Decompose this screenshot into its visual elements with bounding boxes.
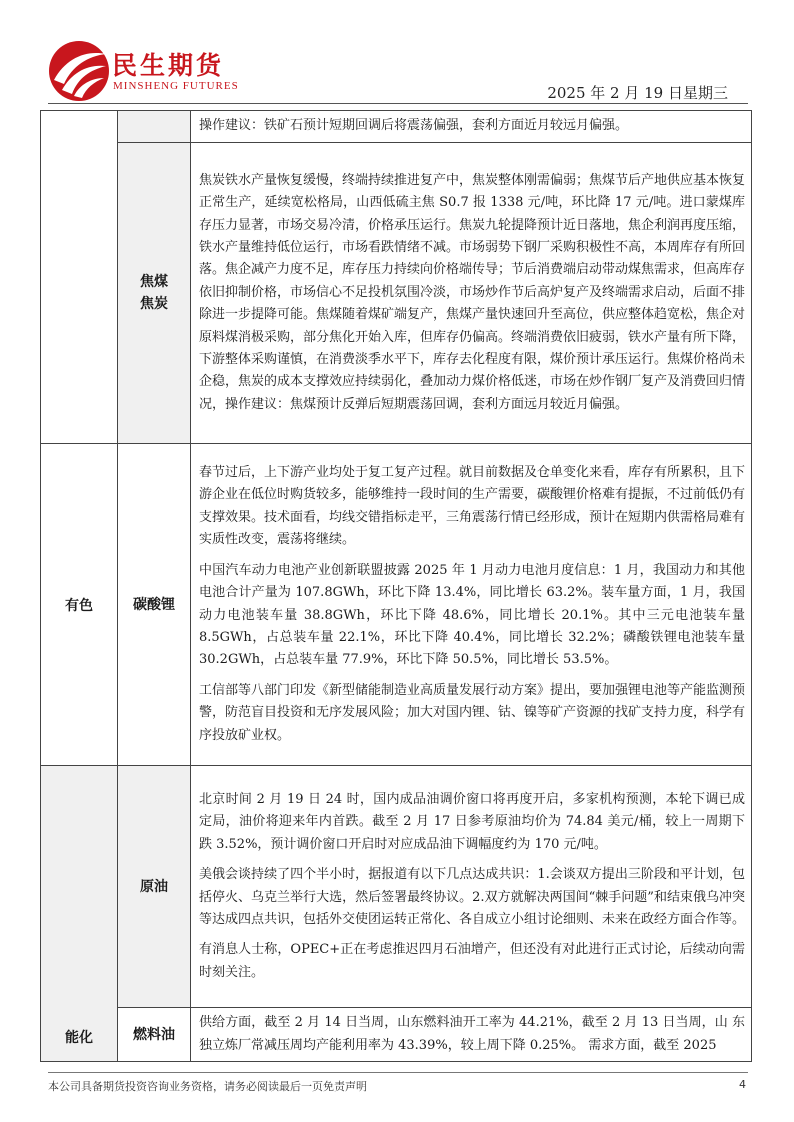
product-cell-coking-coal-coke [118,143,191,444]
sector-label-energy-chemical: 能化 [65,1030,93,1046]
paragraph: 工信部等八部门印发《新型储能制造业高质量发展行动方案》提出，要加强锂电池等产能监测预警，防范盲目投资和无序发展风险；加大对国内锂、钴、镍等矿产资源的找矿支持力度，科学有序投放矿业权。 [199,682,746,743]
minsheng-logo-icon [48,40,110,102]
sector-cell-energy-chemical [41,766,118,1062]
paragraph: 供给方面，截至 2 月 14 日当周，山东燃料油开工率为 44.21%，截至 2 月 13 日当周，山 东独立炼厂常减压周均产能利用率为 43.39%，较上周下降 0.25%。 需求方面，截至 2025 [199,1015,745,1053]
paragraph: 操作建议：铁矿石预计短期回调后将震荡偏强，套利方面近月较远月偏强。 [199,118,629,134]
disclaimer-note: 本公司具备期货投资咨询业务资格，请务必阅读最后一页免责声明 [48,1080,367,1093]
paragraph: 春节过后，上下游产业均处于复工复产过程。就目前数据及仓单变化来看，库存有所累积，且下游企业在低位时购货较多，能够维持一段时间的生产需要，碳酸锂价格难有提振，不过前低仍有支撑效果。技术面看，均线交错指标走平，三角震荡行情已经形成，预计在短期内供需格局难有实质性改变，震荡将继续。 [199,465,746,548]
paragraph: 焦炭铁水产量恢复缓慢，终端持续推进复产中，焦炭整体刚需偏弱；焦煤节后产地供应基本恢复正常生产，延续宽松格局，山西低硫主焦 S0.7 报 1338 元/吨，环比降 17 元/吨。进口蒙煤库存压力显著，市场交易冷清，价格承压运行。焦炭九轮提降预计近日落地，焦企利润再度压缩，铁水产量维持低位运行，市场看跌情绪不减。市场弱势下钢厂采购积极性不高，本周库存有所回落。焦企减产力度不足，库存压力持续向价格端传导；节后消费端启动带动煤焦需求，但高库存依旧抑制价格，市场信心不足投机氛围冷淡，市场炒作节后高炉复产及终端需求启动，后面不排除进一步提降可能。焦煤随着煤矿端复产，焦煤产量快速回升至高位，供应整体趋宽松，焦企对原料煤消极采购，部分焦化开始入库，但库存仍偏高。终端消费依旧疲弱，铁水产量有所下降，下游整体采购谨慎，在消费淡季水平下，库存去化程度有限，煤价预计承压运行。焦煤价格尚未企稳，焦炭的成本支撑效应持续弱化，叠加动力煤价格低迷，市场在炒作钢厂复产及消费回归情况，操作建议：焦煤预计反弹后短期震荡回调，套利方面远月较近月偏强。 [199,172,746,412]
table-row-iron-ore [41,111,752,143]
product-cell-lithium-carbonate: 碳酸锂 [118,444,191,766]
commodity-table [40,110,752,1062]
table-row-coking [41,143,752,444]
table-row-fuel-oil [41,1008,752,1062]
header-divider [48,103,748,104]
content-cell [191,111,752,143]
product-label-coking-coal: 焦煤 [140,274,168,290]
brand-name-cn: 民生期货 [112,51,225,80]
page-number: 4 [739,1078,746,1091]
table-row-crude-oil [41,766,752,1008]
sector-cell-blank [41,111,118,444]
content-cell [191,766,752,1008]
content-cell [191,1008,752,1062]
product-cell-crude-oil: 原油 [118,766,191,1008]
page-header [0,0,794,110]
paragraph: 美俄会谈持续了四个半小时，据报道有以下几点达成共识：1.会谈双方提出三阶段和平计划，包括停火、乌克兰举行大选，然后签署最终协议。2.双方就解决两国间“棘手问题”和结束俄乌冲突等达成四点共识，包括外交使团运转正常化、各自成立小组讨论细则、未来在政经方面合作等。 [199,867,746,927]
content-cell [191,143,752,444]
sector-cell-nonferrous: 有色 [41,444,118,766]
footer-divider [48,1072,748,1073]
paragraph: 中国汽车动力电池产业创新联盟披露 2025 年 1 月动力电池月度信息：1 月，我国动力和其他电池合计产量为 107.8GWh，环比下降 13.4%，同比增长 63.2%。装车量方面，1 月，我国动力电池装车量 38.8GWh，环比下降 48.6%，同比增长 20.1%。其中三元电池装车量 8.5GWh，占总装车量 22.1%，环比下降 40.4%，同比增长 32.2%；磷酸铁锂电池装车量 30.2GWh，占总装车量 77.9%，环比下降 50.5%，同比增长 53.5%。 [199,562,745,668]
product-label-coke: 焦炭 [140,296,168,312]
brand-name-en: MINSHENG FUTURES [113,80,239,92]
content-cell [191,444,752,766]
report-date: 2025 年 2 月 19 日星期三 [547,84,728,102]
product-cell-fuel-oil: 燃料油 [118,1008,191,1062]
paragraph: 有消息人士称，OPEC+正在考虑推迟四月石油增产，但还没有对此进行正式讨论，后续动向需时刻关注。 [199,942,745,980]
table-row-lithium-carbonate [41,444,752,766]
paragraph: 北京时间 2 月 19 日 24 时，国内成品油调价窗口将再度开启，多家机构预测，本轮下调已成定局，油价将迎来年内首跌。截至 2 月 17 日参考原油均价为 74.84 美元/桶，较上一周期下跌 3.52%，预计调价窗口开启时对应成品油下调幅度约为 170 元/吨。 [199,791,745,852]
product-cell-blank [118,111,191,143]
